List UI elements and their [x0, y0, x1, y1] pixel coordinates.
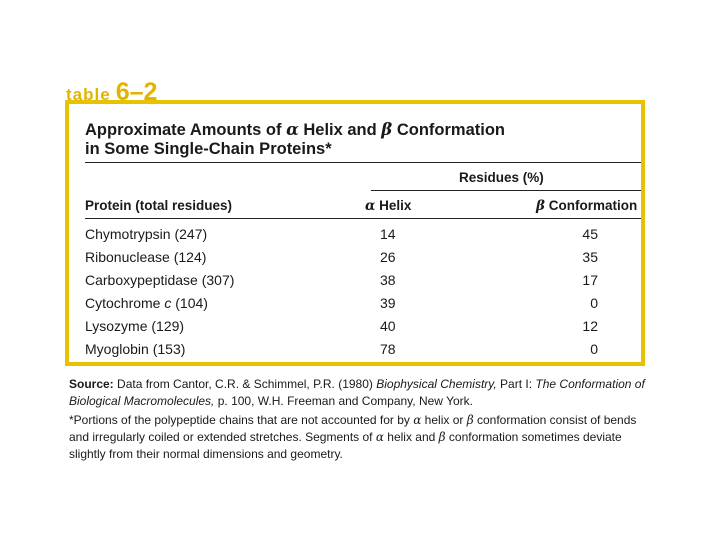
row-helix: 26	[380, 249, 396, 265]
row-beta: 0	[590, 341, 598, 357]
table-frame	[65, 100, 645, 366]
row-helix: 78	[380, 341, 396, 357]
row-beta: 35	[582, 249, 598, 265]
row-helix: 39	[380, 295, 396, 311]
title-line-2: in Some Single-Chain Proteins*	[85, 140, 332, 158]
table-label-number: 6–2	[115, 78, 158, 106]
footnote-text: helix or	[421, 413, 467, 427]
header-beta-label: Conformation	[548, 198, 638, 213]
row-protein-italic: c	[164, 295, 172, 311]
footnote-text: conformation sometimes deviate slightly from their normal dimensions and geometry.	[69, 430, 622, 461]
row-protein: Myoglobin (153)	[85, 341, 186, 357]
beta-symbol: β	[438, 430, 446, 444]
row-protein: Carboxypeptidase (307)	[85, 272, 235, 288]
footnotes	[69, 376, 649, 463]
row-beta: 17	[582, 272, 598, 288]
alpha-symbol: α	[413, 413, 422, 427]
title-text: Conformation	[392, 121, 506, 139]
row-protein: Lysozyme (129)	[85, 318, 185, 334]
header-helix	[365, 198, 411, 214]
table-title	[85, 120, 505, 159]
row-helix: 38	[380, 272, 396, 288]
beta-symbol: β	[381, 120, 393, 139]
source-text: Data from Cantor, C.R. & Schimmel, P.R. (1980)	[113, 377, 377, 391]
footnote-text: *Portions of the polypeptide chains that are not accounted for by	[69, 413, 414, 427]
alpha-symbol: α	[375, 430, 384, 444]
title-text: Approximate Amounts of	[85, 121, 287, 139]
header-protein: Protein (total residues)	[85, 198, 233, 213]
rule-top	[85, 162, 641, 163]
source-label: Source:	[69, 377, 114, 391]
row-helix: 14	[380, 226, 396, 242]
row-protein: Ribonuclease (124)	[85, 249, 207, 265]
asterisk-note	[69, 412, 649, 463]
table-label-word: table	[66, 85, 111, 104]
beta-symbol: β	[466, 413, 474, 427]
source-italic: The Conformation of Biological Macromolecules,	[69, 377, 645, 408]
header-beta	[536, 198, 637, 214]
beta-symbol: β	[536, 198, 545, 214]
source-text: p. 100, W.H. Freeman and Company, New York.	[214, 394, 473, 408]
rule-group	[371, 190, 641, 191]
header-helix-label: Helix	[379, 198, 412, 213]
rule-header	[85, 218, 641, 219]
source-note	[69, 376, 649, 410]
title-text: Helix and	[298, 121, 382, 139]
row-beta: 45	[582, 226, 598, 242]
row-beta: 12	[582, 318, 598, 334]
row-helix: 40	[380, 318, 396, 334]
row-protein-text: (104)	[171, 295, 208, 311]
source-text: Part I:	[496, 377, 536, 391]
row-protein	[85, 295, 208, 311]
row-protein: Chymotrypsin (247)	[85, 226, 208, 242]
alpha-symbol: α	[286, 120, 299, 139]
footnote-text: conformation consist of bends and irregularly coiled or extended stretches. Segments of	[69, 413, 637, 444]
alpha-symbol: α	[365, 198, 376, 214]
footnote-text: helix and	[383, 430, 439, 444]
row-beta: 0	[590, 295, 598, 311]
header-residues-group: Residues (%)	[459, 170, 544, 185]
source-italic: Biophysical Chemistry,	[376, 377, 497, 391]
row-protein-text: Cytochrome	[85, 295, 165, 311]
